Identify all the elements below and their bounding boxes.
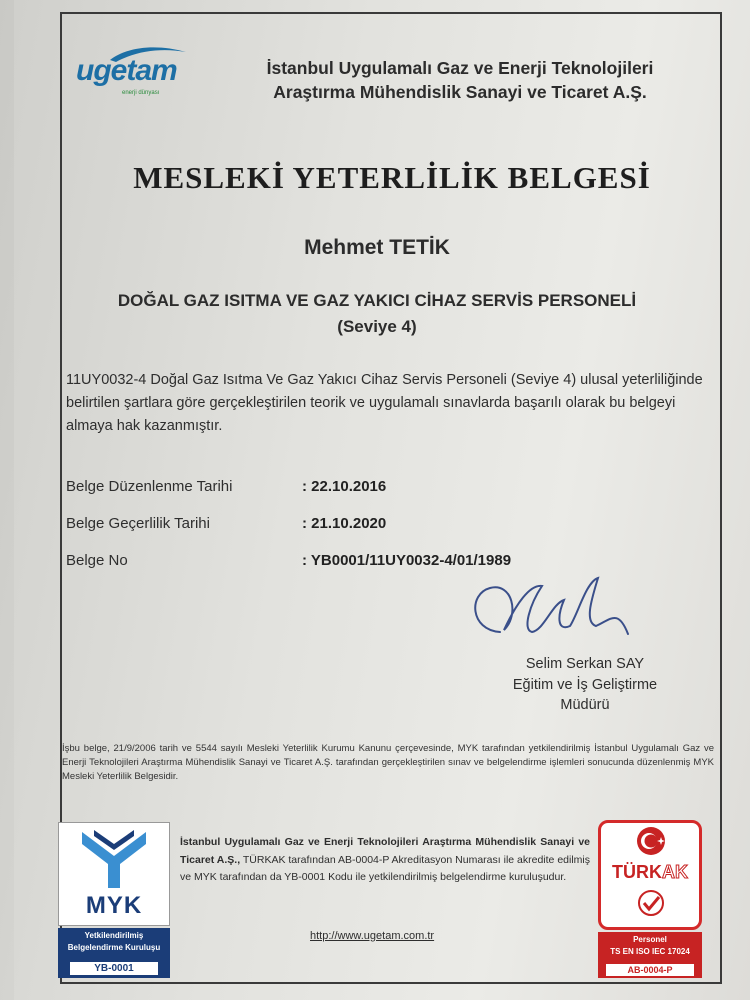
accreditation-text	[180, 834, 590, 887]
turkak-crescent-star-icon	[636, 826, 666, 856]
certificate-no-value: : YB0001/11UY0032-4/01/1989	[302, 552, 512, 569]
myk-band-line2: Belgelendirme Kuruluşu	[67, 943, 161, 952]
holder-name: Mehmet TETİK	[304, 236, 450, 259]
website-link[interactable]: http://www.ugetam.com.tr	[310, 930, 435, 942]
myk-band-line1: Yetkilendirilmiş	[84, 931, 144, 940]
certificate-no-label: Belge No	[66, 552, 128, 569]
company-name-line2: Araştırma Mühendislik Sanayi ve Ticaret A.Ş.	[273, 82, 647, 102]
turkak-code: AB-0004-P	[606, 964, 694, 976]
certificate-title: MESLEKİ YETERLİLİK BELGESİ	[133, 160, 651, 195]
turkak-band-line2: TS EN ISO IEC 17024	[610, 947, 690, 956]
turkak-word-a: TÜRK	[612, 862, 662, 882]
myk-emblem-icon	[74, 826, 154, 892]
signer-title-line1: Eğitim ve İş Geliştirme	[512, 676, 658, 693]
ugetam-logo: ugetam	[76, 54, 177, 87]
legal-text: İşbu belge, 21/9/2006 tarih ve 5544 sayılı Mesleki Yeterlilik Kurumu Kanunu çerçevesinde, MYK tarafından yetkilendirilmiş İstanbul Uygulamalı Gaz ve Enerji Teknolojileri Araştırma Mühendislik Sanayi ve Ticaret A.Ş. tarafından gerçekleştirilen sınav ve belgelendirme işlemleri sonucunda düzenlenmiş MYK Mesleki Yeterlilik Belgesidir.	[62, 743, 714, 782]
validity-date-value: : 21.10.2020	[302, 515, 387, 532]
turkak-logo-text	[600, 862, 700, 883]
occupation-level: (Seviye 4)	[337, 317, 417, 336]
turkak-band-line1: Personel	[633, 935, 667, 944]
company-name-line1: İstanbul Uygulamalı Gaz ve Enerji Teknolojileri	[266, 58, 654, 78]
issue-date-value: : 22.10.2016	[302, 478, 387, 495]
signer-block	[470, 654, 700, 716]
ugetam-logo-tagline: enerji dünyası	[122, 90, 160, 96]
accreditation-company: İstanbul Uygulamalı Gaz ve Enerji Teknolojileri Araştırma Mühendislik Sanayi ve Ticaret A.Ş.,	[180, 836, 590, 866]
issue-date-label: Belge Düzenlenme Tarihi	[66, 478, 233, 495]
myk-logo-text: MYK	[85, 892, 143, 919]
certificate-paragraph: 11UY0032-4 Doğal Gaz Isıtma Ve Gaz Yakıcı Cihaz Servis Personeli (Seviye 4) ulusal yeterliliğinde belirtilen şartlara göre gerçekleştirilen teorik ve uygulamalı sınavlarda başarılı olarak bu belgeyi almaya hak kazanmıştır.	[66, 372, 703, 434]
myk-code: YB-0001	[70, 962, 158, 975]
checkmark-icon	[636, 888, 666, 918]
occupation-line1: DOĞAL GAZ ISITMA VE GAZ YAKICI CİHAZ SERVİS PERSONELİ	[117, 291, 637, 310]
turkak-word-b: AK	[662, 862, 688, 882]
occupation	[62, 288, 692, 340]
signer-name: Selim Serkan SAY	[525, 656, 645, 672]
signature-icon	[460, 574, 650, 654]
signer-title-line2: Müdürü	[560, 697, 610, 713]
validity-date-label: Belge Geçerlilik Tarihi	[66, 515, 210, 532]
accreditation-rest: TÜRKAK tarafından AB-0004-P Akreditasyon Numarası ile akredite edilmiş ve MYK tarafından da YB-0001 Kodu ile yetkilendirilmiş belgelendirme kuruluşudur.	[180, 853, 591, 883]
company-name	[215, 56, 705, 104]
